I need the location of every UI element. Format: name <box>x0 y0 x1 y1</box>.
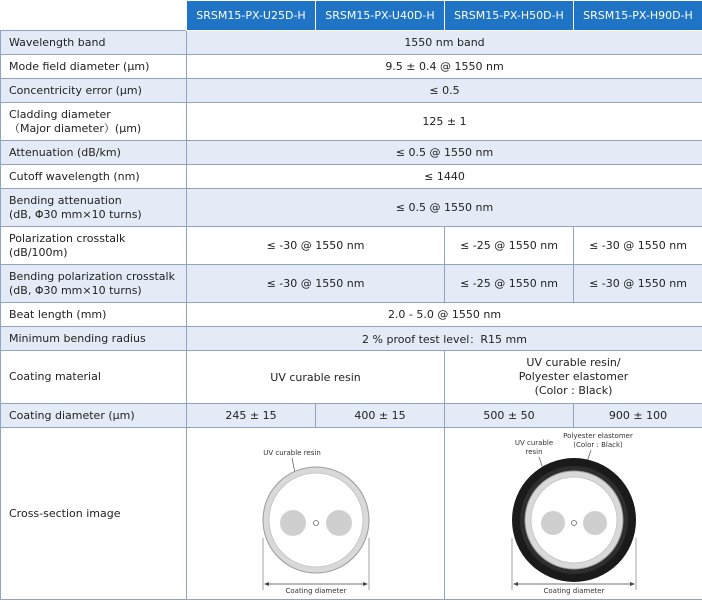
dimension-arrowhead-right <box>363 582 368 586</box>
row-value: ≤ -30 @ 1550 nm <box>187 227 445 265</box>
row-bending-polarization-crosstalk <box>1 265 702 303</box>
coating-material-line-3: (Color : Black) <box>534 384 613 397</box>
row-label: Cross-section image <box>1 428 187 600</box>
row-value: ≤ -30 @ 1550 nm <box>574 227 702 265</box>
row-label: Mode field diameter (μm) <box>1 55 187 79</box>
stress-rod-left <box>541 511 565 535</box>
row-label <box>1 189 187 227</box>
row-value: ≤ -30 @ 1550 nm <box>187 265 445 303</box>
row-label-line-1: Bending polarization crosstalk <box>9 269 175 283</box>
row-min-bending-radius <box>1 327 702 351</box>
core-circle <box>571 521 576 526</box>
row-wavelength <box>1 31 702 55</box>
header-col-4: SRSM15-PX-H90D-H <box>574 1 702 31</box>
stress-rod-right <box>326 510 352 536</box>
row-beat-length <box>1 303 702 327</box>
row-value: 2.0 - 5.0 @ 1550 nm <box>187 303 702 327</box>
core-circle <box>313 521 318 526</box>
row-concentricity <box>1 79 702 103</box>
coating-material-line-2: Polyester elastomer <box>518 370 629 383</box>
cross-section-uv-resin-figure <box>188 428 444 596</box>
coating-diameter-label: Coating diameter <box>543 587 604 595</box>
cross-section-right-cell <box>445 428 702 600</box>
row-polarization-crosstalk <box>1 227 702 265</box>
coating-diameter-label: Coating diameter <box>285 587 346 595</box>
row-value: ≤ 0.5 @ 1550 nm <box>187 189 702 227</box>
header-col-3: SRSM15-PX-H50D-H <box>445 1 574 31</box>
row-label: Coating diameter (μm) <box>1 404 187 428</box>
row-value: 2 % proof test level：R15 mm <box>187 327 702 351</box>
row-label-line-2: (dB, Φ30 mm×10 turns) <box>9 207 142 221</box>
elastomer-callout-label-line-2: (Color : Black) <box>572 441 623 449</box>
row-value: 900 ± 100 <box>574 404 702 428</box>
row-value: ≤ 0.5 <box>187 79 702 103</box>
cross-section-elastomer-figure <box>446 428 702 596</box>
row-label: Minimum bending radius <box>1 327 187 351</box>
row-label-line-2: (dB/100m) <box>9 245 68 259</box>
row-value: ≤ 1440 <box>187 165 702 189</box>
row-coating-diameter <box>1 404 702 428</box>
row-value: 125 ± 1 <box>187 103 702 141</box>
row-value: 400 ± 15 <box>316 404 445 428</box>
row-value: ≤ -25 @ 1550 nm <box>445 265 574 303</box>
dimension-arrowhead-left <box>513 582 518 586</box>
uv-resin-callout-label: UV curable resin <box>262 449 321 457</box>
stress-rod-left <box>280 510 306 536</box>
row-label <box>1 265 187 303</box>
row-value: ≤ -25 @ 1550 nm <box>445 227 574 265</box>
row-label: Wavelength band <box>1 31 187 55</box>
row-cutoff <box>1 165 702 189</box>
row-mfd <box>1 55 702 79</box>
header-blank <box>1 1 187 31</box>
dimension-arrowhead-right <box>630 582 635 586</box>
row-value: ≤ 0.5 @ 1550 nm <box>187 141 702 165</box>
uv-resin-callout-label-line-2: resin <box>524 448 543 456</box>
dimension-arrowhead-left <box>264 582 269 586</box>
header-col-2: SRSM15-PX-U40D-H <box>316 1 445 31</box>
row-coating-material <box>1 351 702 404</box>
row-label <box>1 227 187 265</box>
row-value: UV curable resin <box>187 351 445 404</box>
row-label-line-1: Polarization crosstalk <box>9 231 126 245</box>
uv-resin-callout-label-line-1: UV curable <box>514 439 553 447</box>
row-value: ≤ -30 @ 1550 nm <box>574 265 702 303</box>
row-label: Coating material <box>1 351 187 404</box>
row-label-line-1: Cladding diameter <box>9 107 111 121</box>
row-label: Attenuation (dB/km) <box>1 141 187 165</box>
row-cross-section <box>1 428 702 600</box>
cross-section-left-cell <box>187 428 445 600</box>
row-value: 245 ± 15 <box>187 404 316 428</box>
row-bending-attenuation <box>1 189 702 227</box>
row-label-line-1: Bending attenuation <box>9 193 122 207</box>
coating-material-line-1: UV curable resin/ <box>526 356 621 369</box>
row-label-line-2: (dB, Φ30 mm×10 turns) <box>9 283 142 297</box>
header-col-1: SRSM15-PX-U25D-H <box>187 1 316 31</box>
row-label: Concentricity error (μm) <box>1 79 187 103</box>
row-value: 500 ± 50 <box>445 404 574 428</box>
row-attenuation <box>1 141 702 165</box>
row-label-line-2: （Major diameter）(μm) <box>9 121 142 135</box>
row-value: 1550 nm band <box>187 31 702 55</box>
row-value: 9.5 ± 0.4 @ 1550 nm <box>187 55 702 79</box>
row-label: Beat length (mm) <box>1 303 187 327</box>
row-label: Cutoff wavelength (nm) <box>1 165 187 189</box>
header-row <box>1 1 702 31</box>
row-value <box>445 351 702 404</box>
row-label <box>1 103 187 141</box>
row-cladding <box>1 103 702 141</box>
elastomer-callout-label-line-1: Polyester elastomer <box>562 432 633 440</box>
stress-rod-right <box>583 511 607 535</box>
